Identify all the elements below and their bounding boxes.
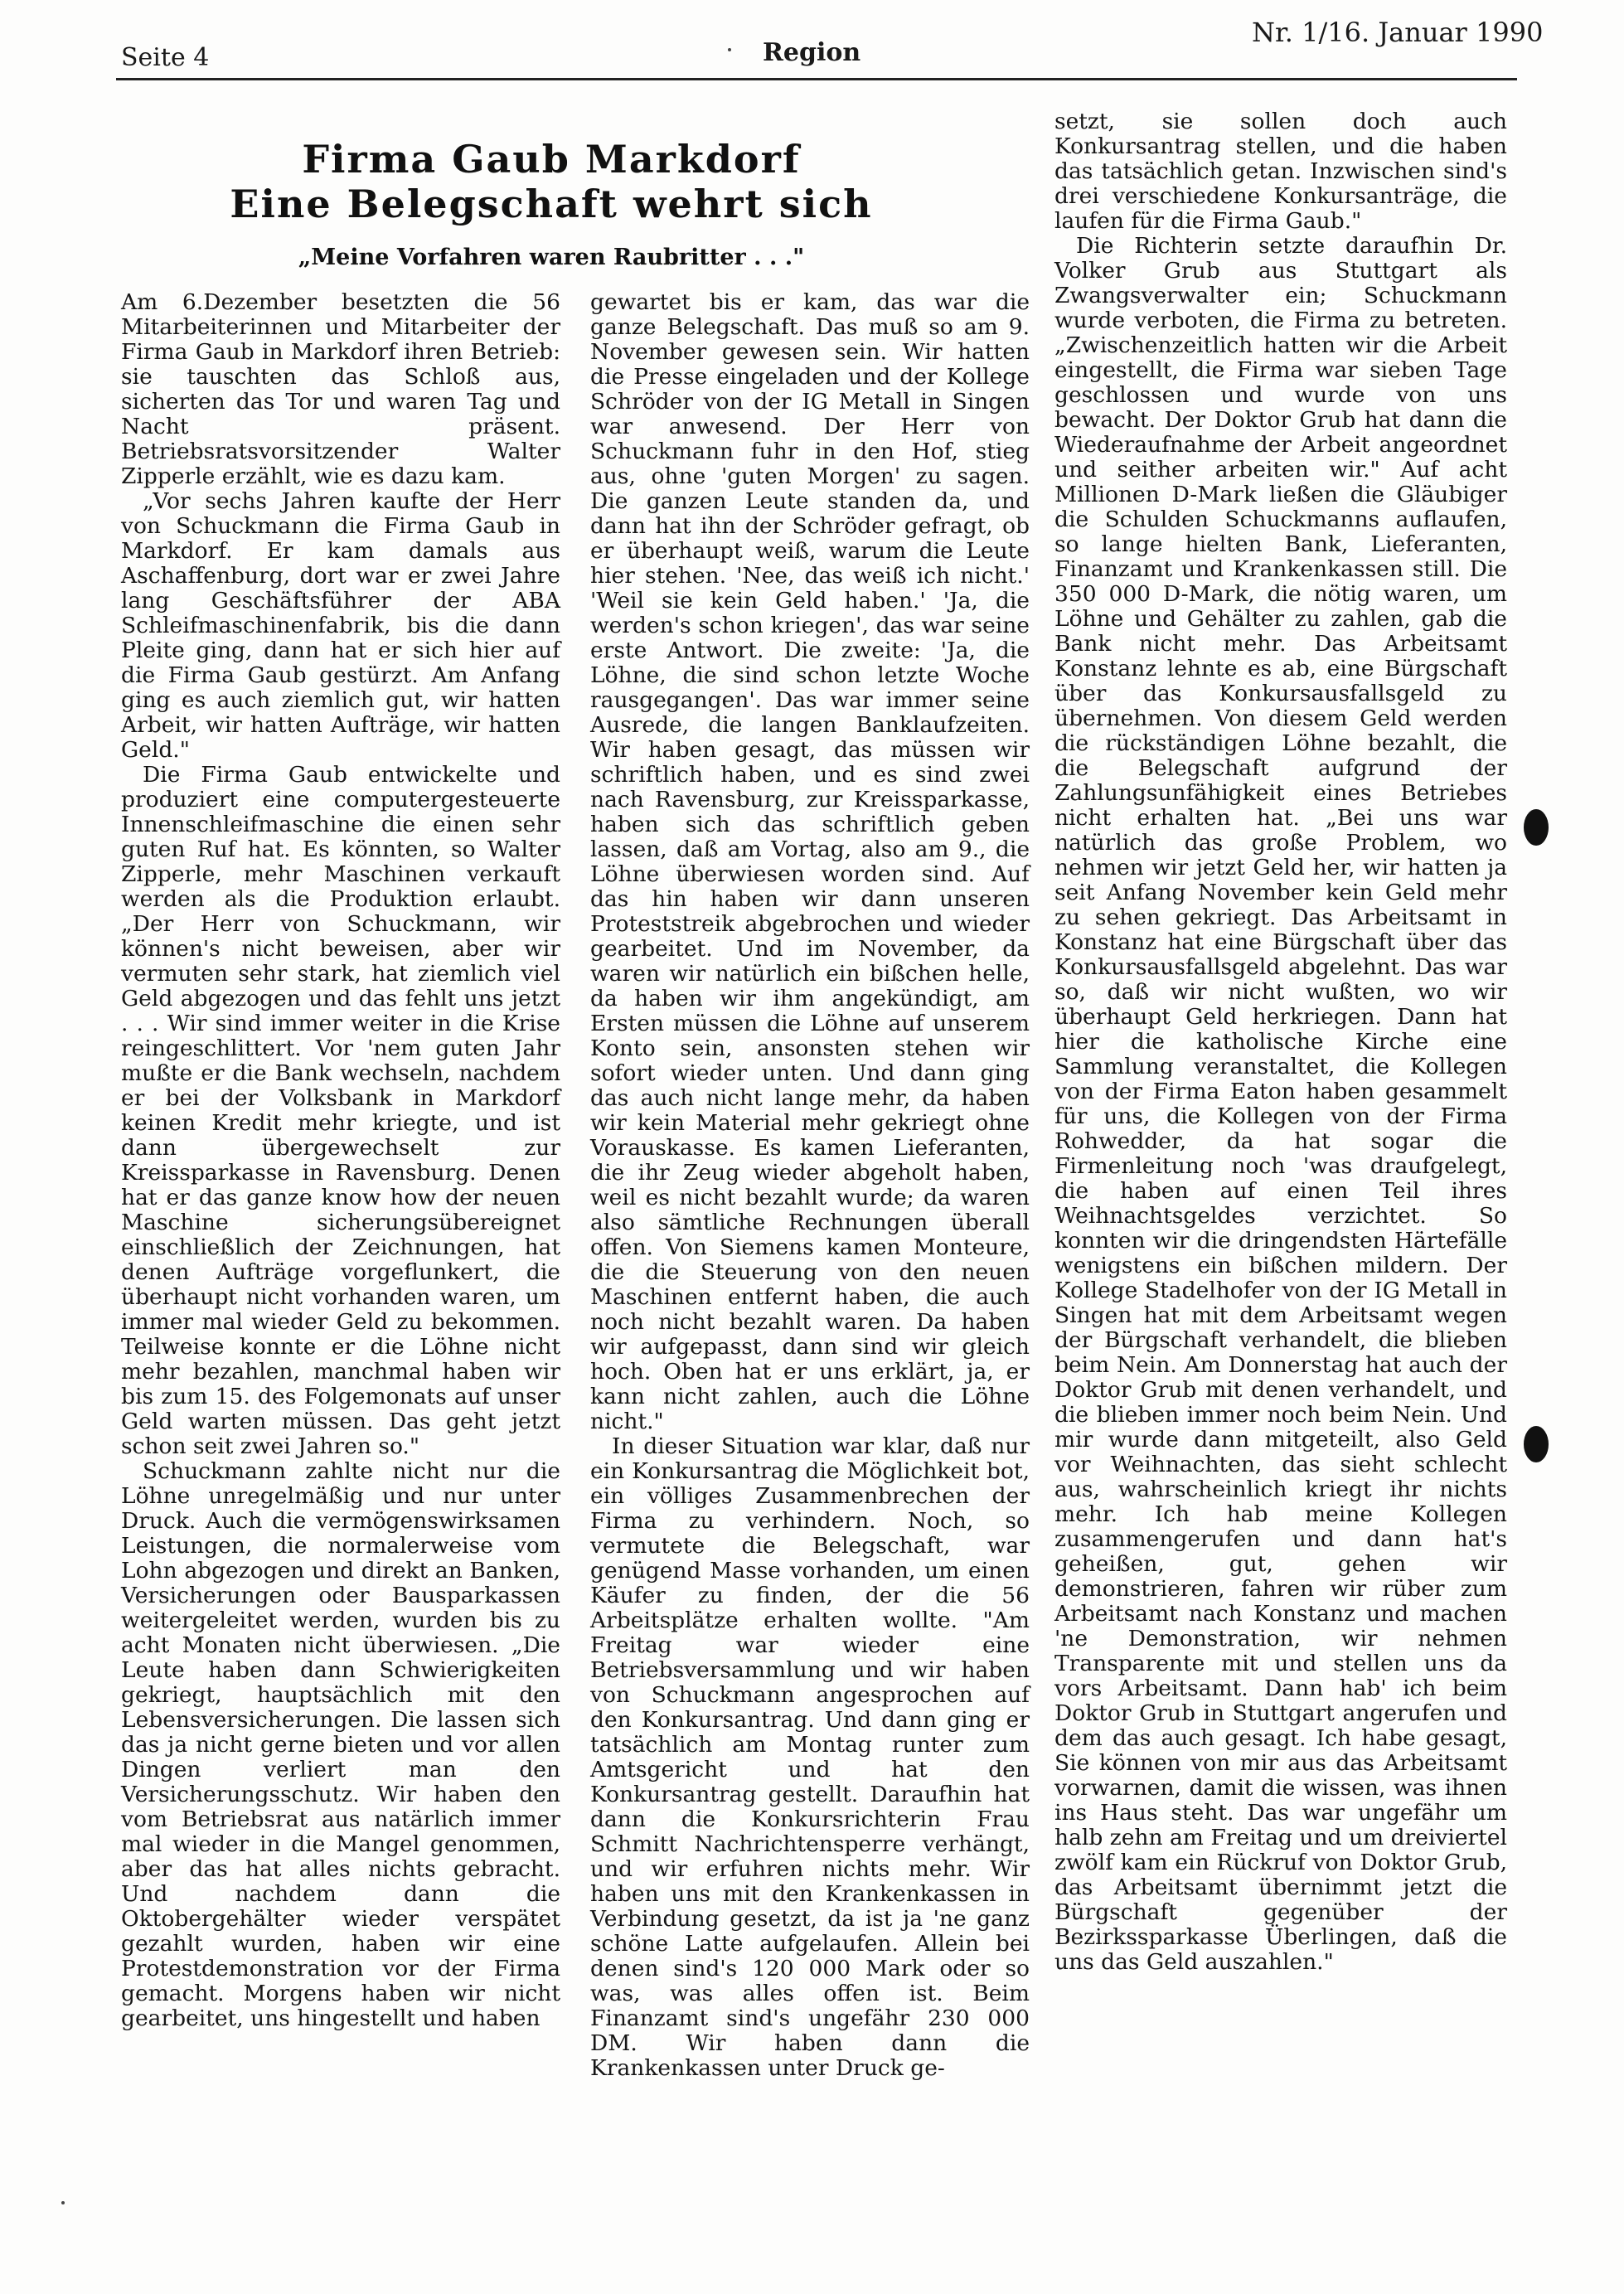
- paragraph: Schuckmann zahlte nicht nur die Löhne unregelmäßig und nur unter Druck. Auch die vermögenswirksamen Leistungen, die normalerweise vom Lohn abgezogen und direkt an Banken, Versicherungen oder Bausparkassen weitergeleitet werden, wurden bis zu acht Monaten nicht überwiesen. „Die Leute haben dann Schwierigkeiten gekriegt, hauptsächlich mit den Lebensversicherungen. Die lassen sich das ja nicht gerne bieten und vor allen Dingen verliert man den Versicherungsschutz. Wir haben den vom Betriebsrat aus natärlich immer mal wieder in die Mangel genommen, aber das hat alles nichts gebracht. Und nachdem dann die Oktobergehälter wieder verspätet gezahlt wurden, haben wir eine Protestdemonstration vor der Firma gemacht. Morgens haben wir nicht gearbeitet, uns hingestellt und haben: [121, 1458, 560, 2031]
- headline-line-1: Firma Gaub Markdorf: [302, 137, 801, 182]
- punch-hole-upper: [1524, 809, 1549, 846]
- column-3: [1054, 109, 1507, 1975]
- paragraph: Am 6.Dezember besetzten die 56 Mitarbeiterinnen und Mitarbeiter der Firma Gaub in Markdorf ihren Betrieb: sie tauschten das Schloß aus, sicherten das Tor und waren Tag und Nacht präsent. Betriebsratsvorsitzender Walter Zipperle erzählt, wie es dazu kam.: [121, 289, 560, 489]
- paragraph: „Vor sechs Jahren kaufte der Herr von Schuckmann die Firma Gaub in Markdorf. Er kam damals aus Aschaffenburg, dort war er zwei Jahre lang Geschäftsführer der ABA Schleifmaschinenfabrik, bis die dann Pleite ging, dann hat er sich hier auf die Firma Gaub gestürzt. Am Anfang ging es auch ziemlich gut, wir hatten Arbeit, wir hatten Aufträge, wir hatten Geld.": [121, 488, 560, 763]
- paragraph: Die Richterin setzte daraufhin Dr. Volker Grub aus Stuttgart als Zwangsverwalter ein; Schuckmann wurde verboten, die Firma zu betreten. „Zwischenzeitlich hatten wir die Arbeit eingestellt, die Firma war sieben Tage geschlossen und wurde von uns bewacht. Der Doktor Grub hat dann die Wiederaufnahme der Arbeit angeordnet und seither arbeiten wir." Auf acht Millionen D-Mark ließen die Gläubiger die Schulden Schuckmanns auflaufen, so lange hielten Bank, Lieferanten, Finanzamt und Krankenkassen still. Die 350 000 D-Mark, die nötig waren, um Löhne und Gehälter zu zahlen, gab die Bank nicht mehr. Das Arbeitsamt Konstanz lehnte es ab, eine Bürgschaft über das Konkursausfallsgeld zu übernehmen. Von diesem Geld werden die rückständigen Löhne bezahlt, die die Belegschaft aufgrund der Zahlungsunfähigkeit eines Betriebes nicht erhalten hat. „Bei uns war natürlich das große Problem, wo nehmen wir jetzt Geld her, wir hatten ja seit Anfang November kein Geld mehr zu sehen gekriegt. Das Arbeitsamt in Konstanz hat eine Bürgschaft über das Konkursausfallsgeld abgelehnt. Das war so, daß wir nicht wußten, wo wir überhaupt Geld herkriegen. Dann hat hier die katholische Kirche eine Sammlung veranstaltet, die Kollegen von der Firma Eaton haben gesammelt für uns, die Kollegen von der Firma Rohwedder, da hat sogar die Firmenleitung noch 'was draufgelegt, die haben auf einen Teil ihres Weihnachtsgeldes verzichtet. So konnten wir die dringendsten Härtefälle wenigstens ein bißchen mildern. Der Kollege Stadelhofer von der IG Metall in Singen hat mit dem Arbeitsamt wegen der Bürgschaft verhandelt, die blieben beim Nein. Am Donnerstag hat auch der Doktor Grub mit denen verhandelt, und die blieben immer noch beim Nein. Und mir wurde dann mitgeteilt, also Geld vor Weihnachten, das sieht schlecht aus, wahrscheinlich kriegt ihr nichts mehr. Ich hab meine Kollegen zusammengerufen und dann hat's geheißen, gut, gehen wir demonstrieren, fahren wir rüber zum Arbeitsamt nach Konstanz und machen 'ne Demonstration, wir nehmen Transparente mit und stellen uns da vors Arbeitsamt. Dann hab' ich beim Doktor Grub in Stuttgart angerufen und dem das auch gesagt. Ich habe gesagt, Sie können von mir aus das Arbeitsamt vorwarnen, damit die wissen, was ihnen ins Haus steht. Das war ungefähr um halb zehn am Freitag und um dreiviertel zwölf kam ein Rückruf von Doktor Grub, das Arbeitsamt übernimmt jetzt die Bürgschaft gegenüber der Bezirkssparkasse Überlingen, daß die uns das Geld auszahlen.": [1054, 233, 1507, 1975]
- issue-date: Nr. 1/16. Januar 1990: [1252, 17, 1544, 48]
- paragraph: Die Firma Gaub entwickelte und produziert eine computergesteuerte Innenschleifmaschine die einen sehr guten Ruf hat. Es könnten, so Walter Zipperle, mehr Maschinen verkauft werden als die Produktion erlaubt. „Der Herr von Schuckmann, wir können's nicht beweisen, aber wir vermuten sehr stark, hat ziemlich viel Geld abgezogen und das fehlt uns jetzt . . . Wir sind immer weiter in die Krise reingeschlittert. Vor 'nem guten Jahr mußte er die Bank wechseln, nachdem er bei der Volksbank in Markdorf keinen Kredit mehr kriegte, und ist dann übergewechselt zur Kreissparkasse in Ravensburg. Denen hat er das ganze know how der neuen Maschine sicherungsübereignet einschließlich der Zeichnungen, hat denen Aufträge vorgeflunkert, die überhaupt nicht vorhanden waren, um immer mal wieder Geld zu bekommen. Teilweise konnte er die Löhne nicht mehr bezahlen, manchmal haben wir bis zum 15. des Folgemonats auf unser Geld warten müssen. Das geht jetzt schon seit zwei Jahren so.": [121, 762, 560, 1459]
- punch-hole-lower: [1524, 1426, 1549, 1462]
- headline-block: [124, 137, 978, 270]
- paragraph: setzt, sie sollen doch auch Konkursantrag stellen, und die haben das tatsächlich getan. Inzwischen sind's drei verschiedene Konkursanträge, die laufen für die Firma Gaub.": [1054, 109, 1507, 234]
- headline-line-2: Eine Belegschaft wehrt sich: [230, 182, 873, 226]
- scan-speck: [61, 2201, 65, 2204]
- section-name: Region: [763, 38, 861, 67]
- paragraph: In dieser Situation war klar, daß nur ein Konkursantrag die Möglichkeit bot, ein völliges Zusammenbrechen der Firma zu verhindern. Noch, so vermutete die Belegschaft, war genügend Masse vorhanden, um einen Käufer zu finden, der die 56 Arbeitsplätze erhalten wollte. "Am Freitag war wieder eine Betriebsversammlung und wir haben von Schuckmann angesprochen auf den Konkursantrag. Und dann ging er tatsächlich am Montag runter zum Amtsgericht und hat den Konkursantrag gestellt. Daraufhin hat dann die Konkursrichterin Frau Schmitt Nachrichtensperre verhängt, und wir erfuhren nichts mehr. Wir haben uns mit den Krankenkassen in Verbindung gesetzt, da ist ja 'ne ganz schöne Latte aufgelaufen. Allein bei denen sind's 120 000 Mark oder so was, was alles offen ist. Beim Finanzamt sind's ungefähr 230 000 DM. Wir haben dann die Krankenkassen unter Druck ge-: [590, 1433, 1030, 2081]
- header-rule: [116, 78, 1517, 80]
- page-number: Seite 4: [121, 43, 210, 72]
- scan-speck: [728, 48, 731, 51]
- subheadline: „Meine Vorfahren waren Raubritter . . .": [298, 245, 805, 270]
- paragraph: gewartet bis er kam, das war die ganze Belegschaft. Das muß so am 9. November gewesen sein. Wir hatten die Presse eingeladen und der Kollege Schröder von der IG Metall in Singen war anwesend. Der Herr von Schuckmann fuhr in den Hof, stieg aus, ohne 'guten Morgen' zu sagen. Die ganzen Leute standen da, und dann hat ihn der Schröder gefragt, ob er überhaupt weiß, warum die Leute hier stehen. 'Nee, das weiß ich nicht.' 'Weil sie kein Geld haben.' 'Ja, die werden's schon kriegen', das war seine erste Antwort. Die zweite: 'Ja, die Löhne, die sind schon letzte Woche rausgegangen'. Das war immer seine Ausrede, die langen Banklaufzeiten. Wir haben gesagt, das müssen wir schriftlich haben, und es sind zwei nach Ravensburg, zur Kreissparkasse, haben sich das schriftlich geben lassen, daß am Vortag, also am 9., die Löhne überwiesen worden sind. Auf das hin haben wir dann unseren Proteststreik abgebrochen und wieder gearbeitet. Und im November, da waren wir natürlich ein bißchen helle, da haben wir ihm angekündigt, am Ersten müssen die Löhne auf unserem Konto sein, ansonsten stehen wir sofort wieder unten. Und dann ging das auch nicht lange mehr, da haben wir kein Material mehr gekriegt ohne Vorauskasse. Es kamen Lieferanten, die ihr Zeug wieder abgeholt haben, weil es nicht bezahlt wurde; da waren also sämtliche Rechnungen überall offen. Von Siemens kamen Monteure, die die Steuerung von den neuen Maschinen entfernt haben, die auch noch nicht bezahlt waren. Da haben wir aufgepasst, dann sind wir gleich hoch. Oben hat er uns erklärt, ja, er kann nicht zahlen, auch die Löhne nicht.": [590, 289, 1030, 1434]
- column-1: [121, 290, 560, 2031]
- column-2: [590, 290, 1030, 2081]
